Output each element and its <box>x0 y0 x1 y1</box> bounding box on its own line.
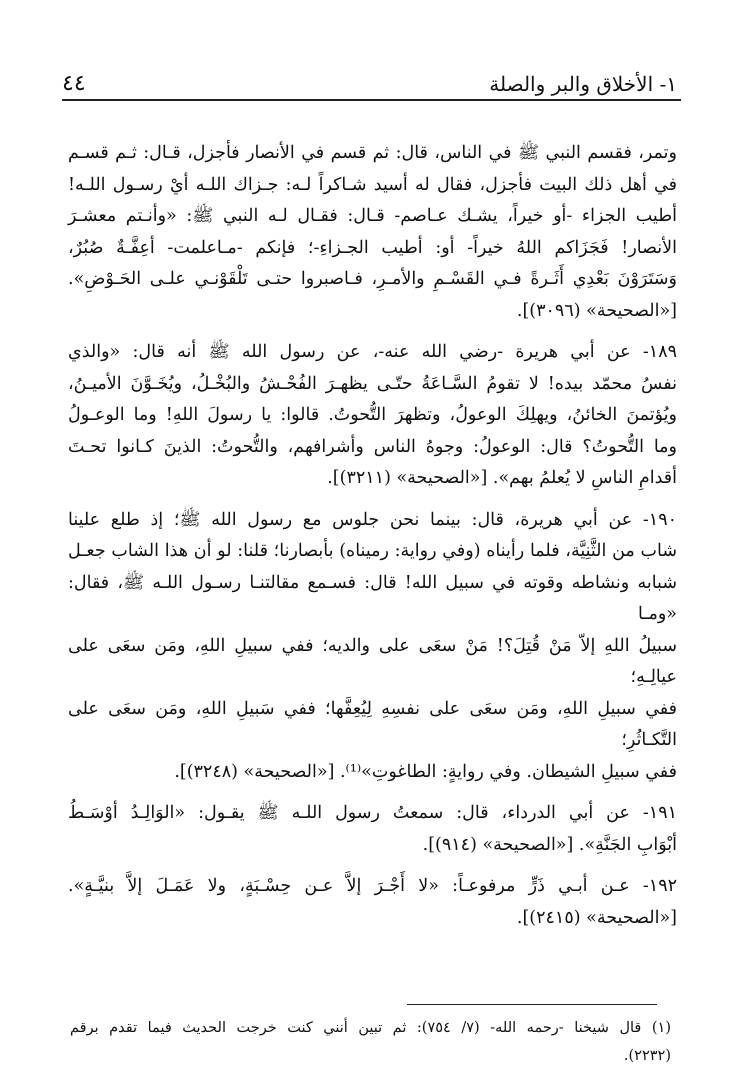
text-line: الأنصار! فَجَزَاكم اللهُ خيراً- أو: أطيب الجـزاءِ-؛ فإنكم -مـاعلمت- أعِفَّـةٌ صُبُرٌ، <box>68 237 677 258</box>
paragraph-hadith-continuation <box>68 138 677 327</box>
section-title: ١- الأخلاق والبر والصلة <box>489 72 677 96</box>
text-line: أقدامِ الناسِ لا يُعلمُ بهم». [«الصحيحة» (٣٢١١)]. <box>327 468 677 488</box>
reference-line: [«الصحيحة» (٢٤١٥)]. <box>516 907 677 928</box>
text-line: ففي سبيلِ اللهِ، ومَن سعَى على نفسِهِ لِيُعِفَّها؛ ففي سَبيلِ اللهِ، ومَن سعَى على التَّكـاثُرِ؛ <box>68 698 677 750</box>
text-line: شاب من الثَّنِيَّة، فلما رأيناه (وفي رواية: رميناه) بأبصارنا؛ قلنا: لو أن هذا الشاب جعـل <box>68 541 677 561</box>
page-number: ٤٤ <box>62 71 86 96</box>
text-line: في أهل ذلك البيت فأجزل، فقال له أسيد شـاكراً لـه: جـزاك اللـه أيْ رسـول اللـه! <box>68 174 677 195</box>
paragraph-hadith-192 <box>68 871 677 934</box>
text-line: ففي سبيلِ الشيطان. وفي روايةٍ: الطاغوتِ»⁽¹⁾. [«الصحيحة» (٣٢٤٨)]. <box>174 761 677 782</box>
header-divider <box>62 99 681 101</box>
text-line: ١٩١- عن أبي الدرداء، قال: سمعتُ رسول اللـه ﷺ يقـول: «الوَالِـدُ أوْسَـطُ <box>68 803 677 823</box>
footnote-line: (١) قال شيخنا -رحمه الله- (٧/ ٧٥٤): ثم تبين أنني كنت خرجت الحديث فيما تقدم برقم <box>70 1020 671 1036</box>
text-line: ١٨٩- عن أبي هريرة -رضي الله عنه-، عن رسول الله ﷺ أنه قال: «والذي <box>68 342 677 362</box>
text-line: سبيلُ اللهِ إلاّ مَنْ قُتِلَ؟! مَنْ سعَى على والديه؛ ففي سبيلِ اللهِ، ومَن سعَى على عيالِـهِ؛ <box>68 635 677 687</box>
footnote <box>70 1014 671 1070</box>
text-line: ١٩٢- عـن أبـي ذَرٍّ مرفوعـاً: «لا أَجْـرَ إلاَّ عـن حِسْـبَةٍ، ولا عَمَـلَ إلاَّ بنيَّـةٍ». <box>68 876 677 896</box>
page-header <box>62 56 677 96</box>
text-line: أطيب الجزاء -أو خيراً، يشـك عـاصم- قـال: فقـال لـه النبي ﷺ: «وأنـتم معشـرَ <box>68 206 677 226</box>
text-line: ١٩٠- عن أبي هريرة، قال: بينما نحن جلوس مع رسول الله ﷺ؛ إذ طلع علينا <box>68 509 677 530</box>
paragraph-hadith-189 <box>68 337 677 495</box>
text-line: نفسُ محمّد بيده! لا تقومُ السَّـاعَةُ حتّـى يظهـرَ الفُحْـشُ والبُخْـلُ، ويُخَـوَّنَ الأميـنُ، <box>68 373 677 394</box>
footnote-line: (٢٢٣٢). <box>623 1048 671 1064</box>
reference-line: [«الصحيحة» (٣٠٩٦)]. <box>516 300 677 321</box>
paragraph-hadith-190 <box>68 505 677 789</box>
footnote-divider <box>407 1004 657 1005</box>
text-line: شبابه ونشاطه وقوته في سبيل الله! قال: فسـمع مقالتنـا رسـول اللـه ﷺ، فقال: «ومـا <box>68 572 677 624</box>
text-line: وما التُّحوتُ؟ قال: الوعولُ: وجوهُ الناس وأشرافهم، والتُّحوتُ: الذينَ كـانوا تحـتَ <box>68 436 677 457</box>
text-line: ويُؤتمنَ الخائنُ، ويهلِكَ الوعولُ، وتظهرَ التُّحوتُ. قالوا: يا رسولَ اللهِ! وما الوعـولُ <box>68 405 677 425</box>
page-body <box>68 138 677 944</box>
text-line: وَسَتَرَوْنَ بَعْدِي أَثَـرةً فـي القَسْـمِ والأمـرِ، فـاصبروا حتـى تَلْقَوْنـي علـى الحَـوْضِ». <box>68 269 677 289</box>
text-line: وتمر، فقسم النبي ﷺ في الناس، قال: ثم قسم في الأنصار فأجزل، قـال: ثـم قسـم <box>68 143 677 163</box>
paragraph-hadith-191 <box>68 798 677 861</box>
text-line: أبْوَابِ الجَنَّةِ». [«الصحيحة» (٩١٤)]. <box>422 834 677 855</box>
